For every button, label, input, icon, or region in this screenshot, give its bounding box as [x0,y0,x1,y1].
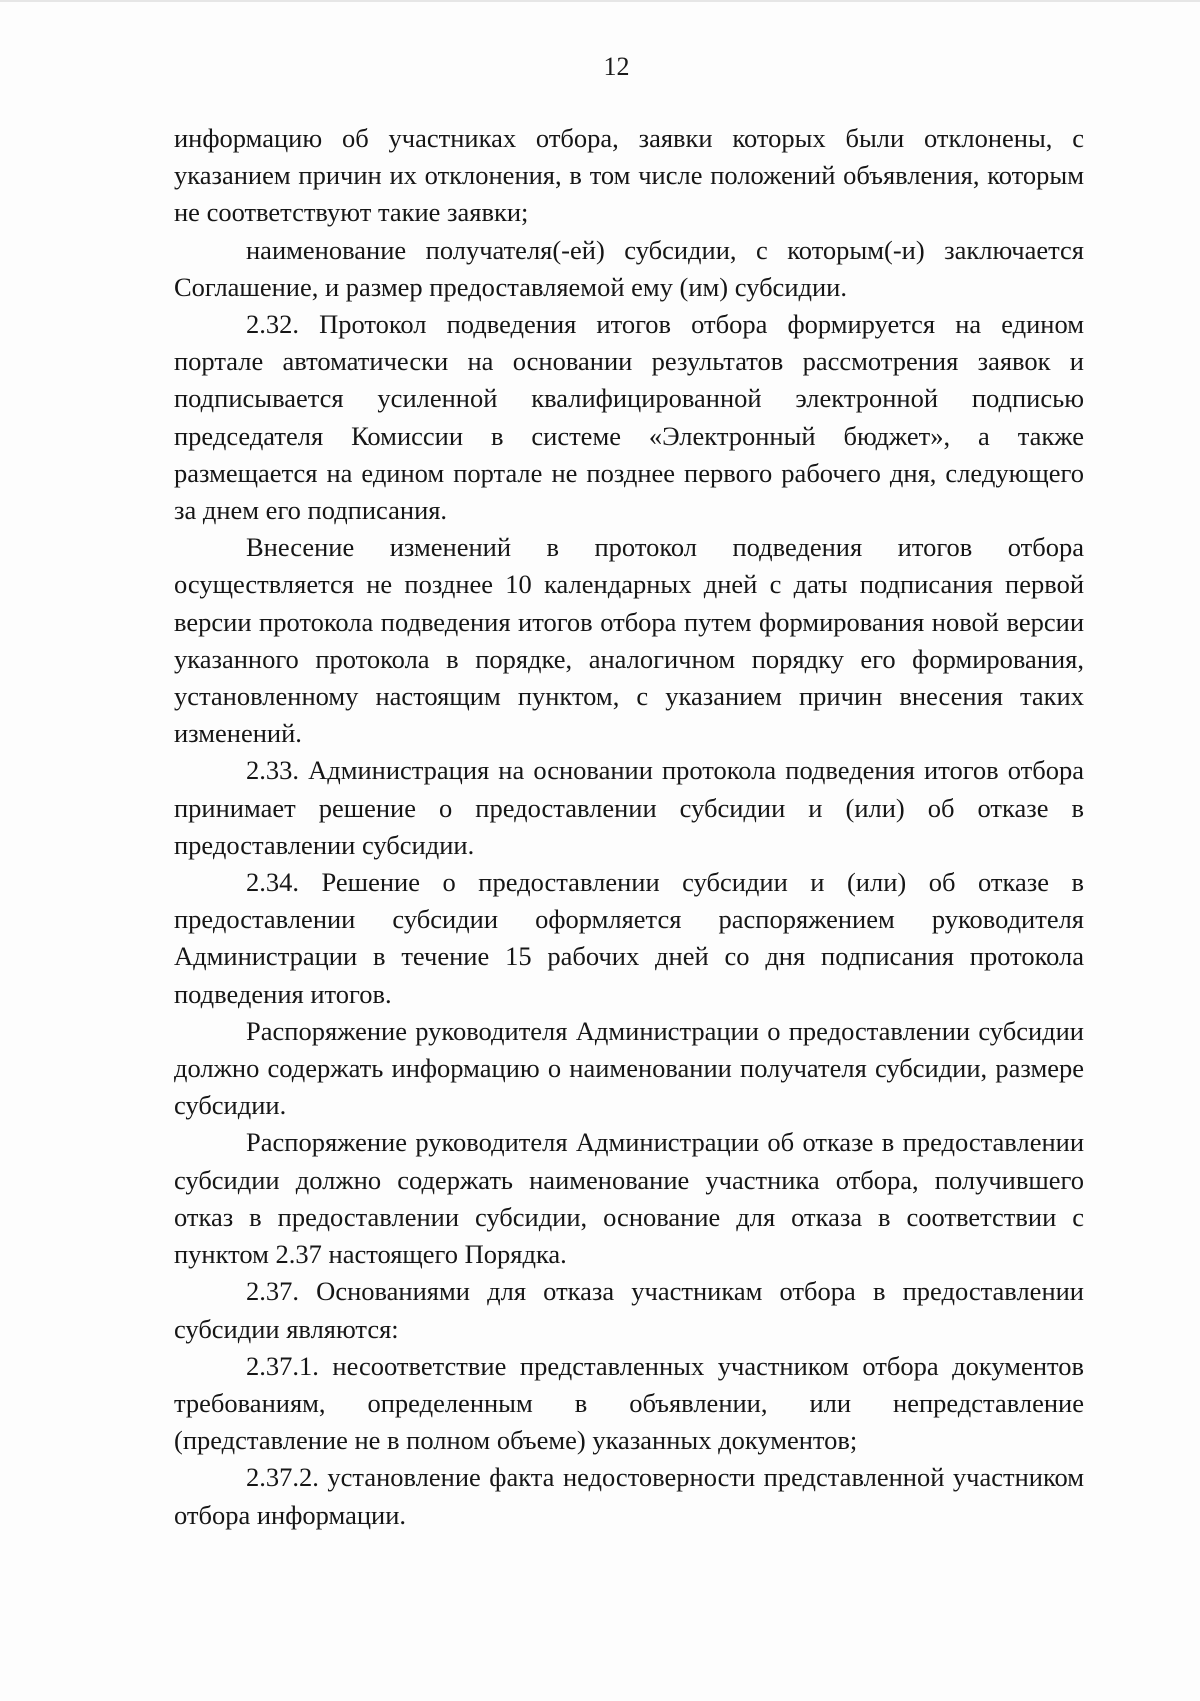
paragraph-protocol-changes: Внесение изменений в протокол подведения итогов отбора осуществляется не позднее 10 календарных дней с даты подписания первой версии протокола подведения итогов отбора путем формирования новой версии указанного протокола в порядке, аналогичном порядку его формирования, установленному настоящим пунктом, с указанием причин внесения таких изменений. [174,532,1084,749]
paragraph-2-32: 2.32. Протокол подведения итогов отбора формируется на едином портале автоматически на основании результатов рассмотрения заявок и подписывается усиленной квалифицированной электронной подписью председателя Комиссии в системе «Электронный бюджет», а также размещается на едином портале не позднее первого рабочего дня, следующего за днем его подписания. [174,309,1084,526]
paragraph-2-33: 2.33. Администрация на основании протокола подведения итогов отбора принимает решение о предоставлении субсидии и (или) об отказе в предоставлении субсидии. [174,755,1084,860]
scan-edge [0,0,1200,2]
paragraph-2-37-2: 2.37.2. установление факта недостоверности представленной участником отбора информации. [174,1462,1084,1530]
document-body [174,120,1084,1534]
paragraph-2-37: 2.37. Основаниями для отказа участникам отбора в предоставлении субсидии являются: [174,1276,1084,1344]
paragraph-rejected-applications: информацию об участниках отбора, заявки которых были отклонены, с указанием причин их отклонения, в том числе положений объявления, которым не соответствуют такие заявки; [174,123,1084,228]
paragraph-2-34: 2.34. Решение о предоставлении субсидии и (или) об отказе в предоставлении субсидии оформляется распоряжением руководителя Администрации в течение 15 рабочих дней со дня подписания протокола подведения итогов. [174,867,1084,1009]
paragraph-recipient-name: наименование получателя(-ей) субсидии, с которым(-и) заключается Соглашение, и размер предоставляемой ему (им) субсидии. [174,234,1084,302]
paragraph-2-37-1: 2.37.1. несоответствие представленных участником отбора документов требованиям, определенным в объявлении, или непредставление (представление не в полном объеме) указанных документов; [174,1350,1084,1456]
page-number: 12 [603,52,630,81]
paragraph-refusal-order: Распоряжение руководителя Администрации об отказе в предоставлении субсидии должно содержать наименование участника отбора, получившего отказ в предоставлении субсидии, основание для отказа в соответствии с пунктом 2.37 настоящего Порядка. [174,1127,1084,1270]
paragraph-grant-order: Распоряжение руководителя Администрации о предоставлении субсидии должно содержать информацию о наименовании получателя субсидии, размере субсидии. [174,1015,1084,1121]
